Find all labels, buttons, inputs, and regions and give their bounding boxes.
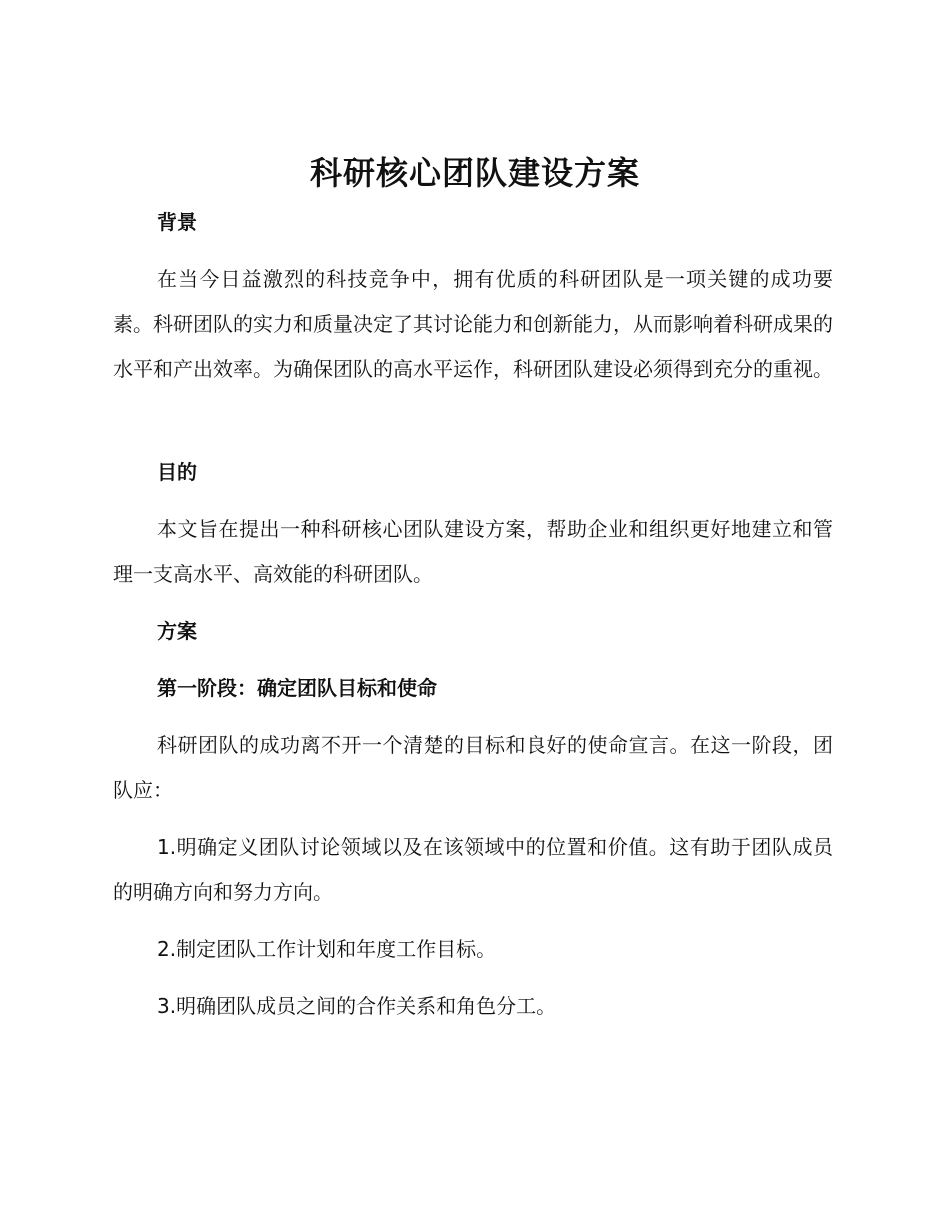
list-item: 3.明确团队成员之间的合作关系和角色分工。 (157, 994, 557, 1018)
background-paragraph: 在当今日益激烈的科技竞争中，拥有优质的科研团队是一项关键的成功要素。科研团队的实力和质量决定了其讨论能力和创新能力，从而影响着科研成果的水平和产出效率。为确保团队的高水平运作，科研团队建设必须得到充分的重视。 (113, 267, 833, 381)
list-item: 2.制定团队工作计划和年度工作目标。 (157, 937, 497, 961)
document-title: 科研核心团队建设方案 (309, 154, 640, 192)
purpose-heading: 目的 (157, 460, 197, 484)
plan-heading: 方案 (157, 619, 197, 643)
background-heading: 背景 (157, 210, 197, 234)
list-item: 1.明确定义团队讨论领域以及在该领域中的位置和价值。这有助于团队成员的明确方向和努力方向。 (113, 835, 833, 904)
purpose-paragraph: 本文旨在提出一种科研核心团队建设方案，帮助企业和组织更好地建立和管理一支高水平、高效能的科研团队。 (113, 517, 833, 586)
stage1-intro-paragraph: 科研团队的成功离不开一个清楚的目标和良好的使命宣言。在这一阶段，团队应： (113, 733, 833, 802)
stage1-heading: 第一阶段：确定团队目标和使命 (157, 676, 437, 700)
